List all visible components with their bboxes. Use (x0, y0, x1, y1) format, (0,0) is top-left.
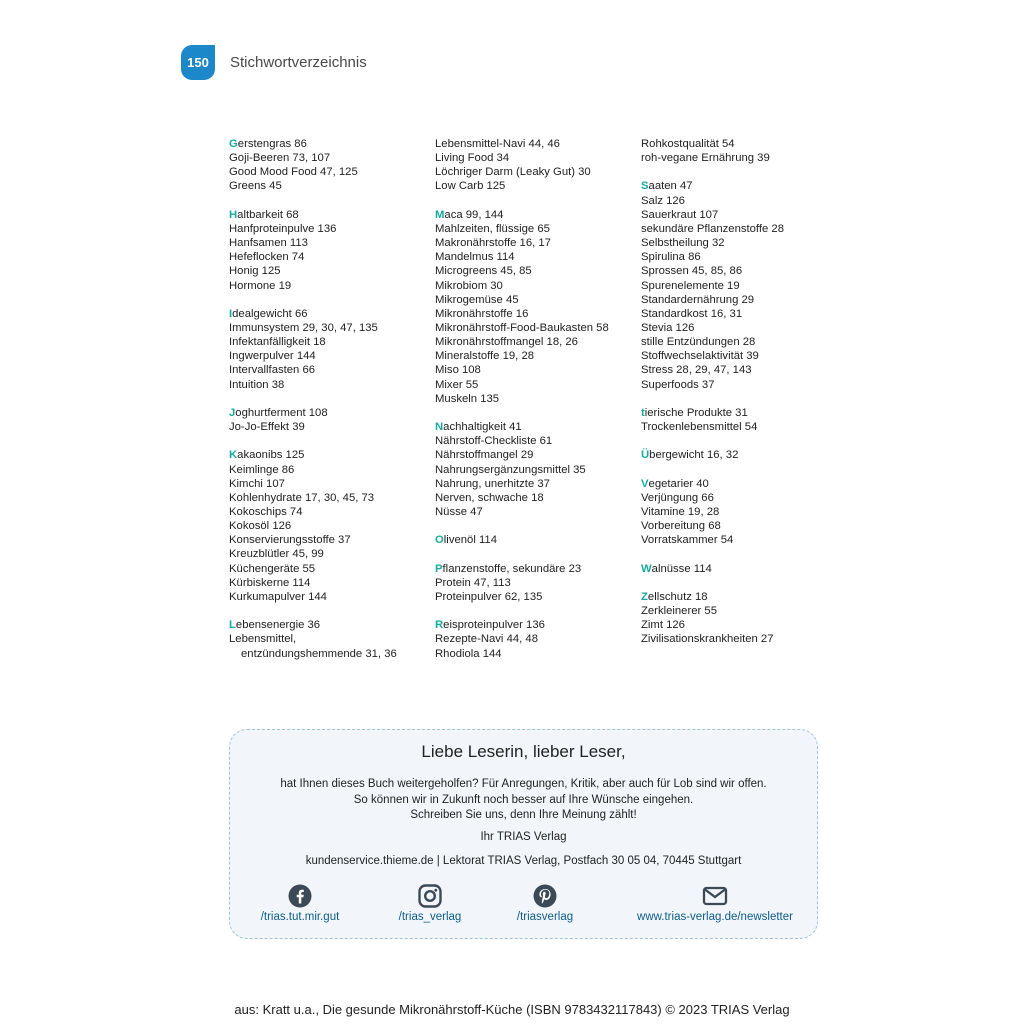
index-entry: Hormone 19 (229, 279, 292, 292)
feedback-contact: kundenservice.thieme.de | Lektorat TRIAS Verlag, Postfach 30 05 04, 70445 Stuttgart (305, 855, 742, 867)
index-initial-letter: K (229, 449, 238, 462)
index-column-3 (641, 137, 784, 661)
index-entry: Verjüngung 66 (641, 491, 714, 504)
index-letter-group (641, 477, 784, 548)
index-entry-text: altbarkeit 68 (237, 208, 299, 221)
index-entry: Zivilisationskrankheiten 27 (641, 633, 774, 646)
index-entry: Muskeln 135 (435, 392, 500, 405)
facebook-icon (288, 884, 312, 908)
index-letter-group (435, 208, 609, 406)
index-entry: Kimchi 107 (229, 477, 285, 490)
index-entry: Good Mood Food 47, 125 (229, 166, 358, 179)
index-letter-group (641, 137, 784, 165)
instagram-link[interactable] (365, 884, 495, 923)
index-letter-group (641, 448, 784, 462)
index-entry (641, 406, 784, 420)
index-entry: Mikronährstoffe 16 (435, 307, 529, 320)
source-credit: aus: Kratt u.a., Die gesunde Mikronährstoff-Küche (ISBN 9783432117843) © 2023 TRIAS Verlag (234, 1002, 790, 1017)
index-entry (641, 179, 784, 193)
index-entry: Mahlzeiten, flüssige 65 (435, 222, 550, 235)
index-entry (229, 137, 397, 151)
index-entry: Rezepte-Navi 44, 48 (435, 633, 538, 646)
index-entry: Nährstoffmangel 29 (435, 449, 534, 462)
index-initial-letter: M (435, 208, 445, 221)
index-entry (435, 208, 609, 222)
index-entry: Intervallfasten 66 (229, 364, 316, 377)
index-initial-letter: O (435, 534, 444, 547)
page-number: 150 (187, 55, 209, 70)
index-entry: Standardkost 16, 31 (641, 307, 743, 320)
index-initial-letter: Z (641, 590, 648, 603)
index-initial-letter: I (229, 307, 233, 320)
index-entry: Kurkumapulver 144 (229, 590, 327, 603)
index-entry: Protein 47, 113 (435, 576, 511, 589)
index-entry: Nüsse 47 (435, 506, 483, 519)
index-entry (229, 618, 397, 632)
index-entry: Kreuzblütler 45, 99 (229, 548, 324, 561)
pinterest-icon (533, 884, 557, 908)
index-entry-text: bergewicht 16, 32 (649, 449, 739, 462)
index-entry (229, 406, 397, 420)
index-letter-group (435, 618, 609, 660)
index-entry: Intuition 38 (229, 378, 285, 391)
newsletter-link[interactable] (615, 884, 815, 923)
newsletter-label: www.trias-verlag.de/newsletter (637, 911, 793, 923)
feedback-line: So können wir in Zukunft noch besser auf Ihre Wünsche eingehen. (353, 793, 694, 806)
pinterest-label: /triasverlag (516, 911, 574, 923)
index-entry (229, 208, 397, 222)
index-entry: Jo-Jo-Effekt 39 (229, 421, 305, 434)
index-entry: Selbstheilung 32 (641, 237, 725, 250)
index-entry: Vorbereitung 68 (641, 520, 721, 533)
index-entry (641, 448, 784, 462)
index-entry: Nahrungsergänzungsmittel 35 (435, 463, 586, 476)
index-entry: Mixer 55 (435, 378, 479, 391)
index-entry-text: livenöl 114 (443, 534, 497, 547)
index-entry-text: eisproteinpulver 136 (443, 619, 545, 632)
index-entry: Rohkostqualität 54 (641, 138, 735, 150)
index-entry-text: ellschutz 18 (647, 590, 708, 603)
index-entry: Vorratskammer 54 (641, 534, 734, 547)
index-entry: Salz 126 (641, 194, 685, 207)
index-entry: Ingwerpulver 144 (229, 350, 316, 363)
index-entry: Hanfproteinpulve 136 (229, 222, 337, 235)
index-entry-text: aca 99, 144 (444, 208, 504, 221)
index-entry: Infektanfälligkeit 18 (229, 336, 326, 349)
index-entry: Miso 108 (435, 364, 481, 377)
index-entry-text: aaten 47 (648, 180, 693, 193)
index-initial-letter: W (641, 562, 652, 575)
instagram-label: /trias_verlag (398, 911, 462, 923)
index-initial-letter: H (229, 208, 238, 221)
index-entry-text: ebensenergie 36 (235, 619, 321, 632)
index-entry (229, 307, 397, 321)
index-entry: Makronährstoffe 16, 17 (435, 237, 551, 250)
index-column-1 (229, 137, 397, 675)
index-initial-letter: P (435, 562, 443, 575)
index-entry: Zerkleinerer 55 (641, 605, 717, 618)
index-entry: Mikrogemüse 45 (435, 293, 519, 306)
index-entry: Microgreens 45, 85 (435, 265, 532, 278)
index-letter-group (229, 137, 397, 194)
index-entry-text: ierische Produkte 31 (644, 406, 748, 419)
index-entry (641, 562, 784, 576)
index-entry: Stress 28, 29, 47, 143 (641, 364, 752, 377)
index-entry: Lebensmittel-Navi 44, 46 (435, 138, 560, 150)
feedback-heading: Liebe Leserin, lieber Leser, (421, 742, 626, 761)
index-entry: Mandelmus 114 (435, 251, 515, 264)
index-entry: Kohlenhydrate 17, 30, 45, 73 (229, 491, 375, 504)
index-entry: Kokoschips 74 (229, 506, 303, 518)
index-entry: Mineralstoffe 19, 28 (435, 350, 535, 363)
index-entry: Lebensmittel, (229, 633, 297, 646)
index-letter-group (641, 590, 784, 647)
index-entry: Spurenelemente 19 (641, 279, 740, 292)
facebook-label: /trias.tut.mir.gut (260, 911, 340, 923)
page-number-badge (181, 45, 215, 80)
index-letter-group (435, 533, 609, 547)
index-initial-letter: G (229, 138, 238, 150)
index-initial-letter: J (229, 406, 236, 419)
index-letter-group (229, 208, 397, 293)
index-entry: Nährstoff-Checkliste 61 (435, 435, 553, 448)
index-entry: Hefeflocken 74 (229, 251, 305, 264)
index-entry (435, 618, 609, 632)
index-entry (641, 590, 784, 604)
index-entry: Spirulina 86 (641, 251, 701, 264)
index-entry-text: erstengras 86 (237, 138, 307, 150)
index-entry: Low Carb 125 (435, 180, 506, 193)
feedback-body (230, 777, 817, 824)
index-entry: entzündungshemmende 31, 36 (241, 647, 397, 660)
index-entry: Vitamine 19, 28 (641, 506, 720, 518)
index-letter-group (229, 406, 397, 434)
index-entry-text: achhaltigkeit 41 (443, 421, 522, 434)
index-entry: Rhodiola 144 (435, 647, 502, 660)
index-entry: Stevia 126 (641, 322, 695, 335)
index-column-2 (435, 137, 609, 675)
index-entry: Nahrung, unerhitzte 37 (435, 477, 550, 490)
index-letter-group (229, 618, 397, 660)
index-entry: Goji-Beeren 73, 107 (229, 152, 331, 165)
index-letter-group (229, 448, 397, 604)
reader-feedback-box (229, 729, 818, 939)
index-entry: Sprossen 45, 85, 86 (641, 265, 743, 278)
index-initial-letter: L (229, 619, 236, 632)
index-initial-letter: S (641, 180, 649, 193)
index-entry: Immunsystem 29, 30, 47, 135 (229, 322, 378, 334)
index-entry-text: egetarier 40 (648, 477, 709, 490)
index-letter-group (229, 307, 397, 392)
index-entry: Greens 45 (229, 180, 282, 193)
index-entry (435, 420, 609, 434)
index-entry: Löchriger Darm (Leaky Gut) 30 (435, 166, 591, 179)
index-entry (435, 562, 609, 576)
index-entry: Standardernährung 29 (641, 293, 755, 306)
index-entry: Küchengeräte 55 (229, 562, 316, 575)
instagram-icon (418, 884, 442, 908)
index-initial-letter: Ü (641, 449, 650, 462)
index-entry (435, 533, 609, 547)
index-letter-group (435, 562, 609, 604)
index-entry: Keimlinge 86 (229, 463, 295, 476)
index-entry: Superfoods 37 (641, 378, 715, 391)
index-entry-text: oghurtferment 108 (235, 406, 328, 419)
index-letter-group (641, 562, 784, 576)
envelope-icon (702, 884, 728, 908)
index-entry-text: flanzenstoffe, sekundäre 23 (442, 562, 582, 575)
index-entry: Stoffwechselaktivität 39 (641, 350, 759, 363)
feedback-signature: Ihr TRIAS Verlag (480, 831, 567, 843)
index-entry: sekundäre Pflanzenstoffe 28 (641, 222, 784, 235)
facebook-link[interactable] (230, 884, 370, 923)
index-entry: Zimt 126 (641, 619, 685, 632)
index-entry: Living Food 34 (435, 152, 510, 165)
index-entry-text: alnüsse 114 (651, 562, 712, 575)
index-entry: Sauerkraut 107 (641, 208, 719, 221)
index-entry: Hanfsamen 113 (229, 237, 308, 250)
index-entry: Kokosöl 126 (229, 520, 292, 533)
feedback-line: Schreiben Sie uns, denn Ihre Meinung zählt! (410, 809, 637, 821)
index-entry: Nerven, schwache 18 (435, 491, 544, 504)
pinterest-link[interactable] (485, 884, 605, 923)
index-letter-group (641, 406, 784, 434)
index-entry: stille Entzündungen 28 (641, 336, 756, 349)
index-letter-group (435, 137, 609, 194)
index-entry: Mikronährstoff-Food-Baukasten 58 (435, 322, 609, 335)
index-initial-letter: t (641, 406, 645, 419)
index-initial-letter: V (641, 477, 649, 490)
index-entry: Kürbiskerne 114 (229, 576, 311, 589)
index-entry-text: dealgewicht 66 (232, 307, 308, 320)
index-entry-text: akaonibs 125 (237, 449, 305, 462)
index-letter-group (435, 420, 609, 519)
index-letter-group (641, 179, 784, 391)
index-entry: Mikrobiom 30 (435, 279, 503, 292)
index-entry: Honig 125 (229, 265, 281, 278)
index-entry (229, 448, 397, 462)
index-entry: Konservierungsstoffe 37 (229, 534, 351, 547)
feedback-line: hat Ihnen dieses Buch weitergeholfen? Für Anregungen, Kritik, aber auch für Lob sind wir offen. (280, 778, 767, 790)
index-entry: roh-vegane Ernährung 39 (641, 152, 770, 165)
index-initial-letter: R (435, 619, 444, 632)
index-entry: Mikronährstoffmangel 18, 26 (435, 336, 578, 349)
index-entry (641, 477, 784, 491)
index-initial-letter: N (435, 421, 444, 434)
index-entry: Proteinpulver 62, 135 (435, 590, 543, 603)
running-head-title: Stichwortverzeichnis (230, 54, 367, 71)
index-entry: Trockenlebensmittel 54 (641, 421, 758, 434)
